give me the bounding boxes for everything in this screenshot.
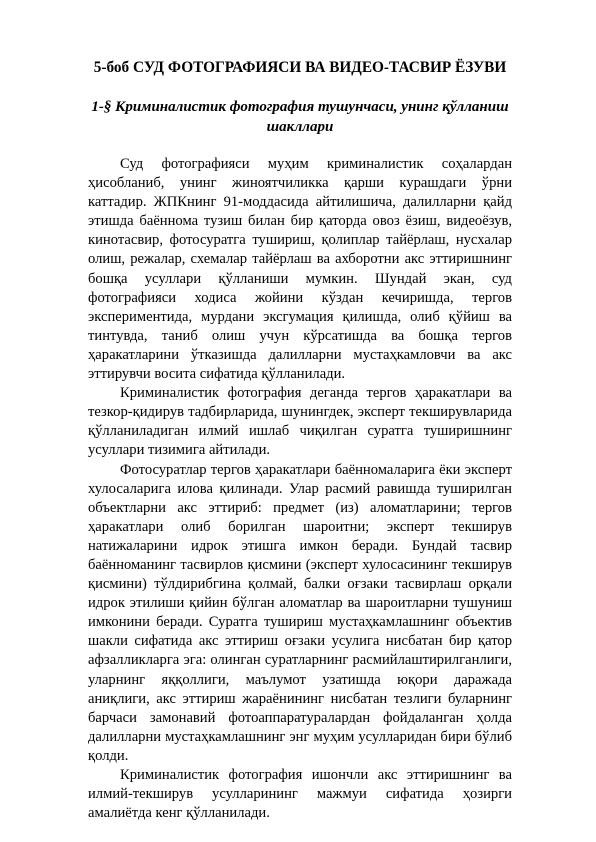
paragraph-1: Суд фотографияси муҳим криминалистик соҳалардан ҳисобланиб, унинг жиноятчиликка қарши курашдаги ўрни каттадир. ЖПКнинг 91-моддасида айтилишича, далилларни қайд этишда баённома тузиш билан бир қаторда овоз ёзиш, видеоёзув, кинотасвир, фотосуратга тушириш, қолиплар тайёрлаш, нусхалар олиш, режалар, схемалар тайёрлаш ва ахборотни акс эттиришнинг бошқа усуллари қўлланиши мумкин. Шундай экан, суд фотографияси ходиса жойини кўздан кечиришда, тергов экспериментида, мурдани эксгумация қилишда, олиб қўйиш ва тинтувда, таниб олиш учун кўрсатишда ва бошқа тергов ҳаракатларини ўтказишда далилларни мустаҳкамловчи ва акс эттирувчи восита сифатида қўлланилади. bbox=[88, 156, 512, 383]
paragraph-4: Криминалистик фотография ишончли акс эттиришнинг ва илмий-текширув усулларининг мажмуи сифатида ҳозирги амалиётда кенг қўлланилади. bbox=[88, 767, 512, 822]
section-title: 1-§ Криминалистик фотография тушунчаси, унинг қўлланиш шакллари bbox=[91, 99, 509, 135]
paragraph-2: Криминалистик фотография деганда тергов ҳаракатлари ва тезкор-қидирув тадбирларида, шунингдек, эксперт текширувларида қўлланиладиган илмий ишлаб чиқилган суратга туширишнинг усуллари тизимига айтилади. bbox=[88, 385, 512, 459]
chapter-title: 5-боб СУД ФОТОГРАФИЯСИ ВА ВИДЕО-ТАСВИР ЁЗУВИ bbox=[93, 59, 507, 76]
paragraph-3: Фотосуратлар тергов ҳаракатлари баённомаларига ёки эксперт хулосаларига илова қилинади. Улар расмий равишда туширилган объектларни акс эттириб: предмет (из) аломатларини; тергов ҳаракатлари олиб борилган шароитни; эксперт текширув натижаларини идрок этишга имкон беради. Бундай тасвир баённоманинг тасвирлов қисмини (эксперт хулосасининг текширув қисмини) тўлдирибгина қолмай, балки оғзаки тасвирлаш орқали идрок этилиши қийин бўлган аломатлар ва шароитларни тушуниш имконини беради. Суратга тушириш мустаҳкамлашнинг объектив шакли сифатида акс эттириш оғзаки усулига нисбатан бир қатор афзалликларга эга: олинган суратларнинг расмийлаштирилганлиги, уларнинг яққоллиги, маълумот узатишда юқори даражада аниқлиги, акс эттириш жараёнининг нисбатан тезлиги буларнинг барчаси замонавий фотоаппаратуралардан фойдаланган ҳолда далилларни мустаҳкамлашнинг энг муҳим усулларидан бири бўлиб қолди. bbox=[88, 461, 512, 764]
document-page bbox=[88, 58, 512, 823]
